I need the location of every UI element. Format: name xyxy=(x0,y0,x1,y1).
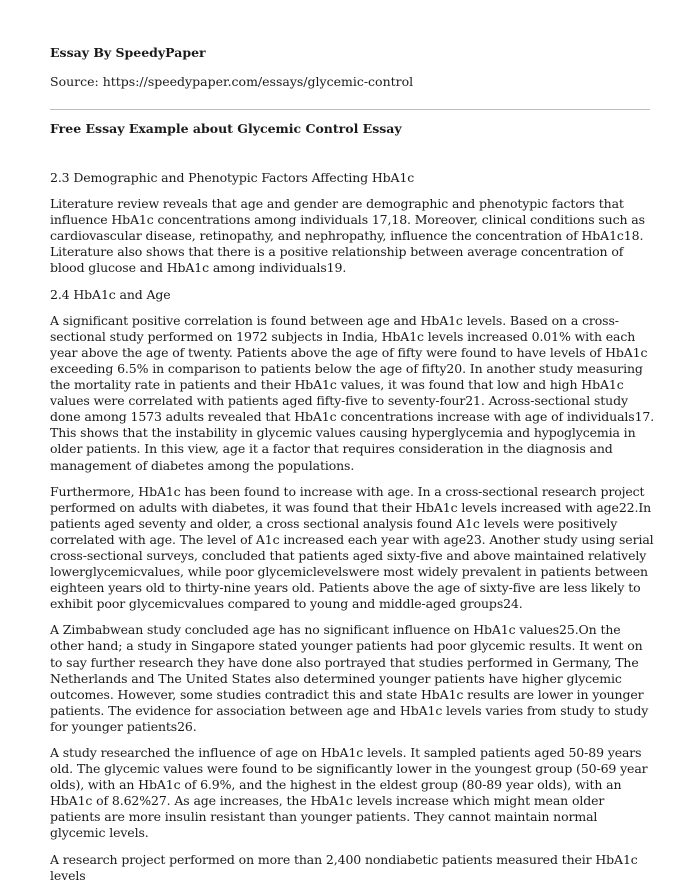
brand-name: Essay By SpeedyPaper xyxy=(50,45,206,60)
essay-body xyxy=(50,170,656,894)
section-heading: 2.3 Demographic and Phenotypic Factors Affecting HbA1c xyxy=(50,170,415,185)
header-divider xyxy=(50,109,650,110)
document-title: Free Essay Example about Glycemic Control Essay xyxy=(50,121,402,136)
paragraph-2: A significant positive correlation is found between age and HbA1c levels. Based on a cross-sectional study performed on 1972 subjects in India, HbA1c levels increased 0.01% with each year above the age of twenty. Patients above the age of fifty were found to have levels of HbA1c exceeding 6.5% in comparison to patients below the age of fifty20. In another study measuring the mortality rate in patients and their HbA1c values, it was found that low and high HbA1c values were correlated with patients aged fifty-five to seventy-four21. Across-sectional study done among 1573 adults revealed that HbA1c concentrations increase with age of individuals17. This shows that the instability in glycemic values causing hyperglycemia and hypoglycemia in older patients. In this view, age it a factor that requires consideration in the diagnosis and management of diabetes among the populations. xyxy=(50,312,655,473)
subheading-age: 2.4 HbA1c and Age xyxy=(50,286,171,302)
paragraph-5: A study researched the influence of age on HbA1c levels. It sampled patients aged 50-89 years old. The glycemic values were found to be significantly lower in the youngest group (50-69 year olds), with an HbA1c of 6.9%, and the highest in the eldest group (80-89 year olds), with an HbA1c of 8.62%27. As age increases, the HbA1c levels increase which might mean older patients are more insulin resistant than younger patients. They cannot maintain normal glycemic levels. xyxy=(50,745,648,841)
paragraph-1: Literature review reveals that age and gender are demographic and phenotypic factors that influence HbA1c concentrations among individuals 17,18. Moreover, clinical conditions such as cardiovascular disease, retinopathy, and nephropathy, influence the concentration of HbA1c18. Literature also shows that there is a positive relationship between average concentration of blood glucose and HbA1c among individuals19. xyxy=(50,196,645,276)
paragraph-6: A research project performed on more than 2,400 nondiabetic patients measured their HbA1c levels xyxy=(50,851,638,883)
paragraph-4: A Zimbabwean study concluded age has no significant influence on HbA1c values25.On the other hand; a study in Singapore stated younger patients had poor glycemic results. It went on to say further research they have done also portrayed that studies performed in Germany, The Netherlands and The United States also determined younger patients have higher glycemic outcomes. However, some studies contradict this and state HbA1c results are lower in younger patients. The evidence for association between age and HbA1c levels varies from study to study for younger patients26. xyxy=(50,622,649,734)
source-link[interactable]: Source: https://speedypaper.com/essays/glycemic-control xyxy=(50,74,414,89)
paragraph-3: Furthermore, HbA1c has been found to increase with age. In a cross-sectional research project performed on adults with diabetes, it was found that their HbA1c levels increased with age22.In patients aged seventy and older, a cross sectional analysis found A1c levels were positively correlated with age. The level of A1c increased each year with age23. Another study using serial cross-sectional surveys, concluded that patients aged sixty-five and above maintained relatively lowerglycemicvalues, while poor glycemiclevelswere most widely prevalent in patients between eighteen years old to thirty-nine years old. Patients above the age of sixty-five are less likely to exhibit poor glycemicvalues compared to young and middle-aged groups24. xyxy=(50,483,654,612)
